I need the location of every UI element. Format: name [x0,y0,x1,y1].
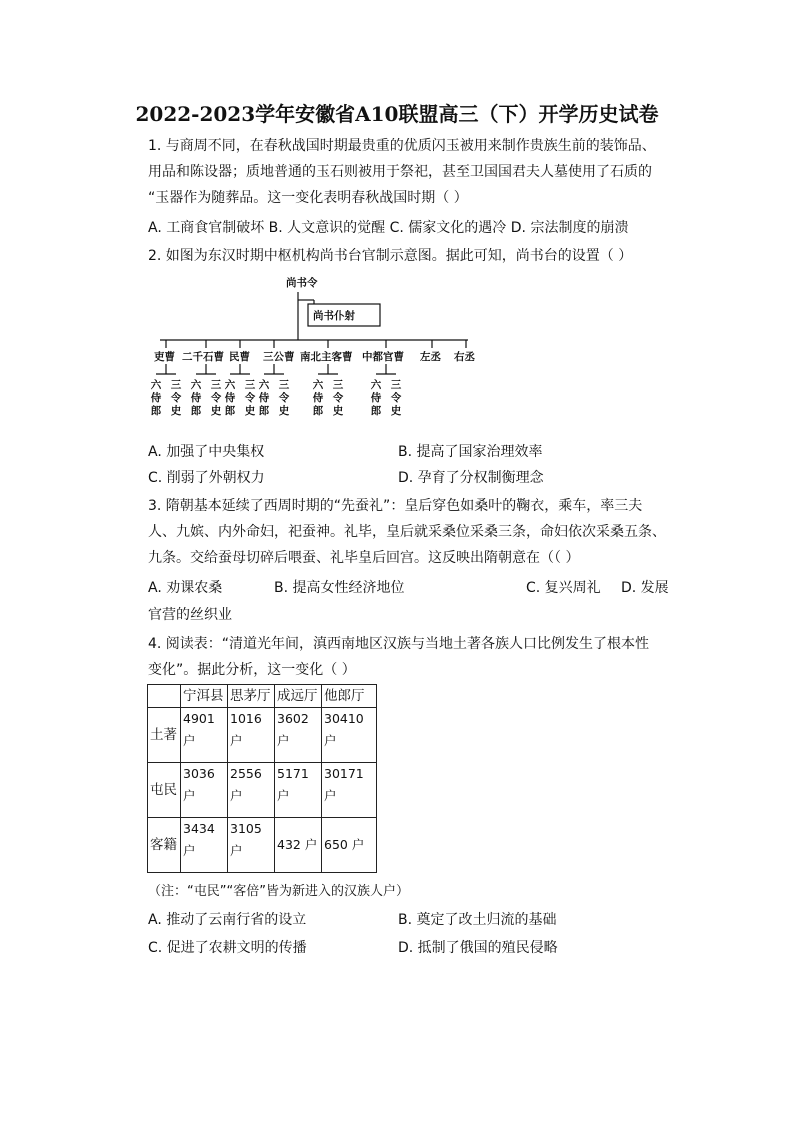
table-cell: 650 户 [322,818,377,873]
q2-org-chart [148,272,488,434]
q2-stem: 2. 如图为东汉时期中枢机构尚书台官制示意图。据此可知，尚书台的设置（ ） [148,248,633,264]
table-row-header: 客籍 [148,818,181,873]
diagram-sub-node-third-clerk-6: 三令史 [390,379,402,417]
table-col-header: 他郎厅 [322,685,377,708]
diagram-node-cao-6: 中都官曹 [362,351,404,363]
table-cell: 3036 户 [181,763,228,818]
q4-option-c: C. 促进了农耕文明的传播 [148,940,307,956]
diagram-node-cao-5: 南北主客曹 [300,351,353,363]
q3-stem-line-1: 3. 隋朝基本延续了西周时期的“先蚕礼”：皇后穿色如桑叶的鞠衣，乘车，率三夫 [148,498,643,514]
table-col-header: 成远厅 [275,685,322,708]
diagram-sub-node-third-clerk-2: 三令史 [210,379,222,417]
q1-stem-line-1: 1. 与商周不同，在春秋战国时期最贵重的优质闪玉被用来制作贵族生前的装饰品、 [148,138,656,154]
table-cell: 30410 户 [322,708,377,763]
table-row-header: 屯民 [148,763,181,818]
table-row-header: 土著 [148,708,181,763]
q2-option-a: A. 加强了中央集权 [148,444,265,460]
table-cell: 3602 户 [275,708,322,763]
q3-option-d: D. 发展 [621,580,669,596]
diagram-node-shangshuling: 尚书令 [286,277,318,289]
diagram-node-cao-1: 吏曹 [154,351,175,363]
q2-option-b: B. 提高了国家治理效率 [398,444,543,460]
diagram-sub-node-sixth-attendant-5: 六侍郎 [312,379,324,417]
table-row [148,763,377,818]
q2-option-d: D. 孕育了分权制衡理念 [398,470,544,486]
table-cell: 2556 户 [228,763,275,818]
q1-options: A. 工商食官制破坏 B. 人文意识的觉醒 C. 儒家文化的遇冷 D. 宗法制度的崩溃 [148,220,629,236]
diagram-sub-node-third-clerk-4: 三令史 [278,379,290,417]
q4-option-d: D. 抵制了俄国的殖民侵略 [398,940,558,956]
q4-table-note: （注：“屯民”“客倍”皆为新进入的汉族人户） [148,884,409,899]
q3-option-c: C. 复兴周礼 [526,580,601,596]
q1-stem-line-2: 用品和陈设器；质地普通的玉石则被用于祭祀，甚至卫国国君夫人墓使用了石质的 [148,164,652,180]
q3-option-b: B. 提高女性经济地位 [274,580,405,596]
q4-population-table [147,684,377,873]
diagram-sub-node-sixth-attendant-3: 六侍郎 [224,379,236,417]
diagram-sub-node-third-clerk-3: 三令史 [244,379,256,417]
table-col-header: 思茅厅 [228,685,275,708]
table-cell: 3105 户 [228,818,275,873]
table-cell: 3434 户 [181,818,228,873]
q4-stem-line-1: 4. 阅读表：“清道光年间，滇西南地区汉族与当地土著各族人口比例发生了根本性 [148,636,650,652]
table-row [148,708,377,763]
diagram-sub-node-third-clerk-5: 三令史 [332,379,344,417]
q4-stem-line-2: 变化”。据此分析，这一变化（ ） [148,662,356,678]
diagram-node-cao-4: 三公曹 [263,351,295,363]
diagram-node-zuocheng: 左丞 [420,351,441,363]
q2-option-c: C. 削弱了外朝权力 [148,470,265,486]
table-row [148,818,377,873]
q4-option-a: A. 推动了云南行省的设立 [148,912,307,928]
table-cell: 30171 户 [322,763,377,818]
table-cell: 432 户 [275,818,322,873]
table-header-row [148,685,377,708]
q1-stem-line-3: “玉器作为随葬品。这一变化表明春秋战国时期（ ） [148,190,468,206]
q3-option-a: A. 劝课农桑 [148,580,223,596]
diagram-node-cao-2: 二千石曹 [182,351,224,363]
table-corner-cell [148,685,181,708]
diagram-sub-node-sixth-attendant-1: 六侍郎 [150,379,162,417]
q4-option-b: B. 奠定了改土归流的基础 [398,912,557,928]
diagram-sub-node-sixth-attendant-4: 六侍郎 [258,379,270,417]
q3-option-d-continued: 官营的丝织业 [148,607,232,623]
table-col-header: 宁洱县 [181,685,228,708]
diagram-node-pushe: 尚书仆射 [313,310,355,322]
diagram-sub-node-third-clerk-1: 三令史 [170,379,182,417]
table-cell: 4901 户 [181,708,228,763]
page-title: 2022-2023学年安徽省A10联盟高三（下）开学历史试卷 [135,102,659,126]
q3-stem-line-2: 人、九嫔、内外命妇，祀蚕神。礼毕，皇后就采桑位采桑三条，命妇依次采桑五条、 [148,524,666,540]
diagram-sub-nodes [151,378,402,417]
table-cell: 5171 户 [275,763,322,818]
q3-stem-line-3: 九条。交给蚕母切碎后喂蚕、礼毕皇后回宫。这反映出隋朝意在（（ ） [148,550,580,566]
diagram-sub-node-sixth-attendant-2: 六侍郎 [190,379,202,417]
table-cell: 1016 户 [228,708,275,763]
diagram-node-cao-3: 民曹 [229,351,250,363]
diagram-node-youcheng: 右丞 [454,351,475,363]
diagram-sub-node-sixth-attendant-6: 六侍郎 [370,379,382,417]
